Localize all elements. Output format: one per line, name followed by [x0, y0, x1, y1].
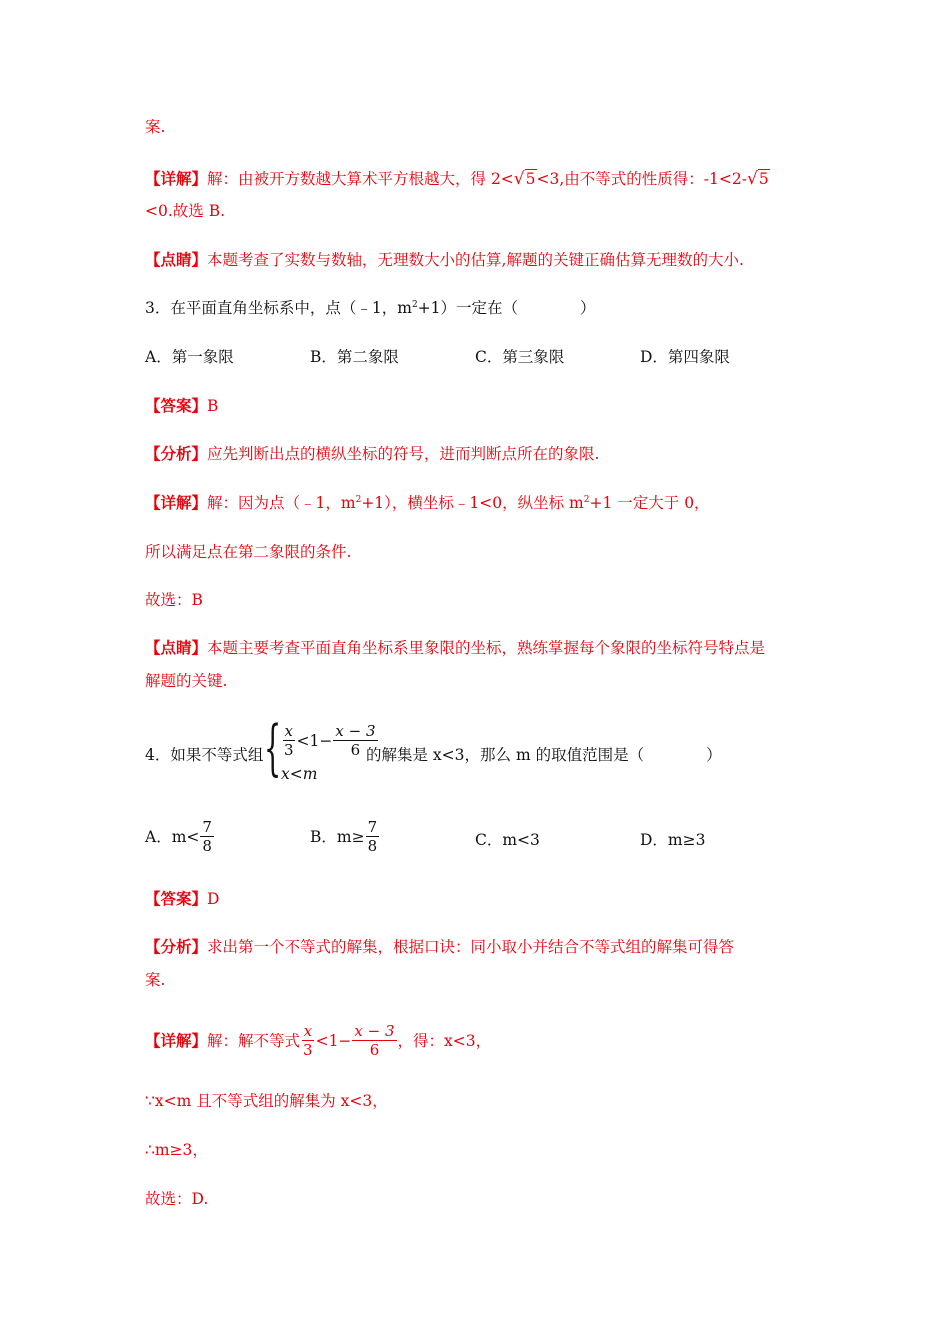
q3-option-c: C．第三象限: [475, 348, 565, 366]
q3-answer-value: B: [207, 397, 219, 415]
q3-analysis: [145, 443, 599, 465]
q4-stem-suffix: 的解集是 x<3，那么 m 的取值范围是（ ）: [366, 746, 722, 764]
answer-tag: 【答案】: [145, 396, 208, 415]
q2-detail-text-a: 解：由被开方数越大算术平方根越大，得 2<: [207, 170, 514, 188]
q3-point-line1: 【点睛】本题主要考查平面直角坐标系里象限的坐标，熟练掌握每个象限的坐标符号特点是: [145, 638, 766, 657]
answer-tag: 【答案】: [145, 889, 208, 908]
point-tag: 【点睛】: [145, 250, 208, 269]
q2-detail-line2: <0.故选 B.: [145, 202, 226, 220]
q4-detail-line1: 【详解】 解：解不等式 $\frac{x}{3}$ <1− $\frac{x - 3}{6}$ ，得：x<3，: [145, 1022, 492, 1059]
q3-detail-line2: 所以满足点在第二象限的条件.: [145, 543, 352, 561]
q4-option-a: A．m< $\frac{7}{8}$: [145, 818, 212, 855]
prev-answer-tail: 案.: [145, 118, 166, 136]
detail-tag: 【详解】: [145, 493, 208, 512]
analysis-tag: 【分析】: [145, 444, 208, 463]
analysis-tag: 【分析】: [145, 937, 208, 956]
detail-tag: 【详解】: [145, 1030, 208, 1050]
system-line-1: $\frac{x}{3}$ <1− $\frac{x - 3}{6}$: [284, 722, 376, 759]
sqrt-symbol: √5: [513, 169, 536, 189]
q4-therefore-line: ∴m≥3，: [145, 1141, 208, 1159]
q4-option-d: D．m≥3: [640, 831, 706, 849]
q2-point-text: 本题考查了实数与数轴，无理数大小的估算,解题的关键正确估算无理数的大小.: [207, 251, 744, 269]
inequality-system: [281, 722, 379, 783]
q3-detail-line1: 【详解】解：因为点（﹣1，$m^2+1$），横坐标﹣1<0，纵坐标 $m^2+1$ 一定大于 0，: [145, 493, 710, 512]
q3-answer: [145, 395, 218, 417]
point-tag: 【点睛】: [145, 638, 208, 657]
q3-option-b: B．第二象限: [310, 348, 399, 366]
q4-because-line: ∵x<m 且不等式组的解集为 x<3，: [145, 1092, 388, 1110]
q3-stem: 3．在平面直角坐标系中，点（﹣1，$m^2+1$）一定在（ ）: [145, 299, 596, 317]
q2-point: [145, 249, 744, 271]
q3-option-a: A．第一象限: [145, 348, 234, 366]
q2-detail-line1: [145, 168, 770, 190]
q4-option-b: B．m≥ $\frac{7}{8}$: [310, 818, 378, 855]
detail-tag: 【详解】: [145, 169, 208, 188]
system-line-2: x<m: [281, 765, 318, 783]
q4-analysis-line1: 【分析】求出第一个不等式的解集，根据口诀：同小取小并结合不等式组的解集可得答: [145, 937, 735, 956]
q4-option-c: C．m<3: [475, 831, 540, 849]
q3-point-line2: 解题的关键.: [145, 672, 228, 690]
q2-detail-text-b: <3,由不等式的性质得：-1<2-: [536, 170, 747, 188]
left-brace-symbol: {: [264, 713, 282, 783]
q4-answer-value: D: [207, 890, 220, 908]
sqrt-symbol: √5: [746, 169, 769, 189]
q3-option-d: D．第四象限: [640, 348, 730, 366]
q4-answer: [145, 888, 219, 910]
q4-choose-line: 故选：D.: [145, 1190, 209, 1208]
q3-detail-line3: 故选：B: [145, 591, 203, 609]
q4-stem-prefix: 4．如果不等式组: [145, 746, 264, 764]
q3-analysis-text: 应先判断出点的横纵坐标的符号，进而判断点所在的象限.: [207, 445, 600, 463]
q4-analysis-line2: 案.: [145, 971, 166, 989]
